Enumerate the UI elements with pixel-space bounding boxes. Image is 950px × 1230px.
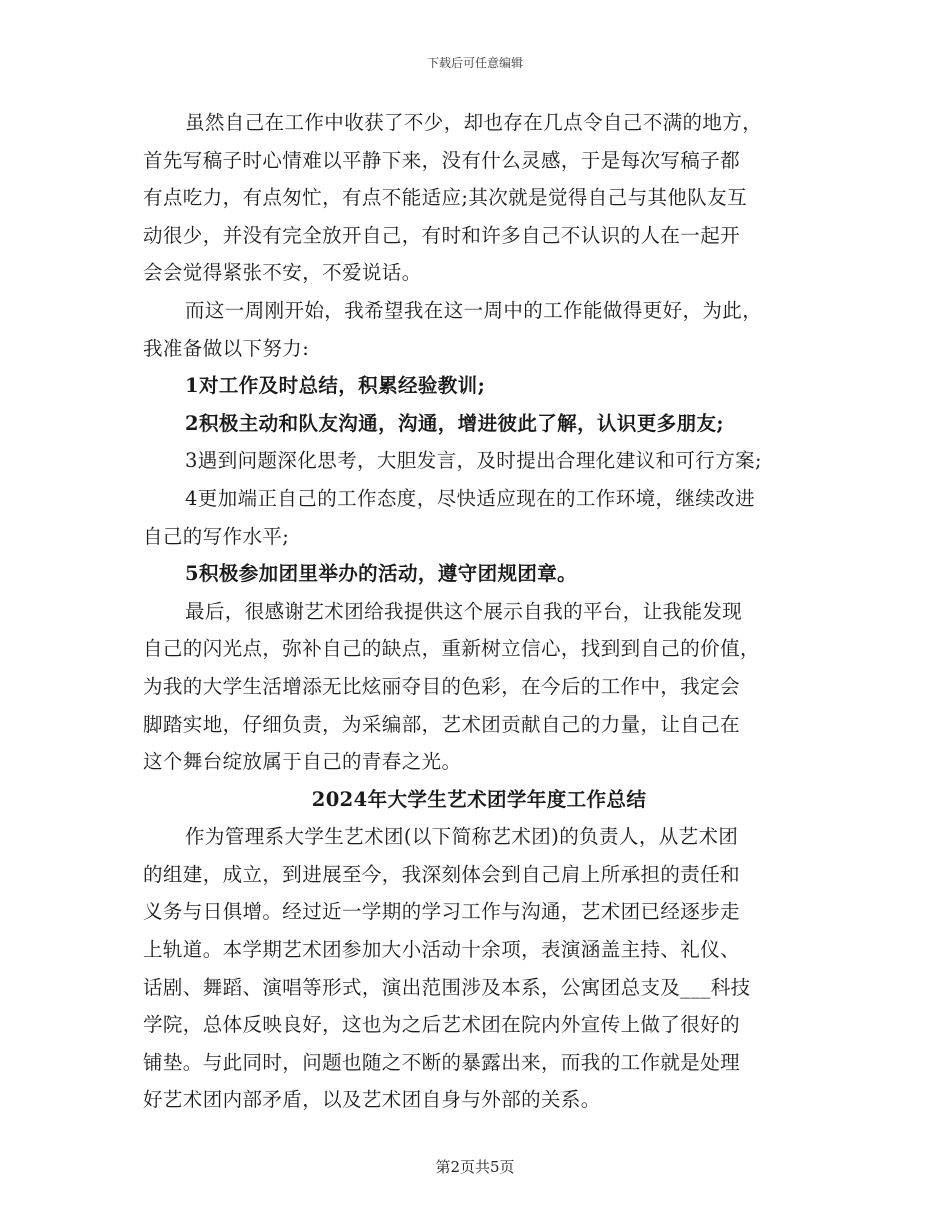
text-line: 为我的大学生活增添无比炫丽夺目的色彩，在今后的工作中，我定会 <box>143 674 741 698</box>
section-title: 2024年大学生艺术团学年度工作总结 <box>311 787 647 811</box>
page-header: 下载后可任意编辑 <box>426 56 523 70</box>
text-line: 最后，很感谢艺术团给我提供这个展示自我的平台，让我能发现 <box>185 599 743 623</box>
text-line: 虽然自己在工作中收获了不少，却也存在几点令自己不满的地方， <box>185 111 763 134</box>
text-line: 1对工作及时总结，积累经验教训; <box>185 374 486 398</box>
text-line: 而这一周刚开始，我希望我在这一周中的工作能做得更好，为此， <box>185 298 763 322</box>
text-line: 铺垫。与此同时，问题也随之不断的暴露出来，而我的工作就是处理 <box>143 1050 741 1074</box>
text-line: 4更加端正自己的工作态度，尽快适应现在的工作环境，继续改进 <box>185 486 756 510</box>
page-footer: 第2页共5页 <box>435 1158 515 1176</box>
text-line: 学院，总体反映良好，这也为之后艺术团在院内外宣传上做了很好的 <box>143 1013 741 1037</box>
text-line: 3遇到问题深化思考，大胆发言，及时提出合理化建议和可行方案; <box>185 449 762 473</box>
text-line: 我准备做以下努力: <box>143 336 310 360</box>
text-line: 脚踏实地，仔细负责，为采编部，艺术团贡献自己的力量，让自己在 <box>143 712 741 736</box>
text-line: 自己的闪光点，弥补自己的缺点，重新树立信心，找到到自己的价值， <box>143 637 760 661</box>
text-line: 义务与日俱增。经过近一学期的学习工作与沟通，艺术团已经逐步走 <box>143 900 741 924</box>
text-line: 作为管理系大学生艺术团(以下简称艺术团)的负责人，从艺术团 <box>185 825 739 849</box>
text-line: 2积极主动和队友沟通，沟通，增进彼此了解，认识更多朋友; <box>185 411 724 435</box>
text-line: 有点吃力，有点匆忙，有点不能适应;其次就是觉得自己与其他队友互 <box>143 186 747 210</box>
text-line: 这个舞台绽放属于自己的青春之光。 <box>143 750 462 774</box>
text-line: 的组建，成立，到进展至今，我深刻体会到自己肩上所承担的责任和 <box>143 862 741 886</box>
text-line: 上轨道。本学期艺术团参加大小活动十余项，表演涵盖主持、礼仪、 <box>143 938 741 962</box>
text-line: 会会觉得紧张不安，不爱说话。 <box>143 261 422 285</box>
text-line: 好艺术团内部矛盾，以及艺术团自身与外部的关系。 <box>143 1088 601 1112</box>
text-line: 话剧、舞蹈、演唱等形式，演出范围涉及本系，公寓团总支及___科技 <box>143 975 751 999</box>
document-body <box>143 104 815 1119</box>
text-line: 自己的写作水平; <box>143 524 290 548</box>
text-line: 动很少，并没有完全放开自己，有时和许多自己不认识的人在一起开 <box>143 223 741 247</box>
text-line: 首先写稿子时心情难以平静下来，没有什么灵感，于是每次写稿子都 <box>143 148 741 172</box>
text-line: 5积极参加团里举办的活动，遵守团规团章。 <box>185 562 578 586</box>
